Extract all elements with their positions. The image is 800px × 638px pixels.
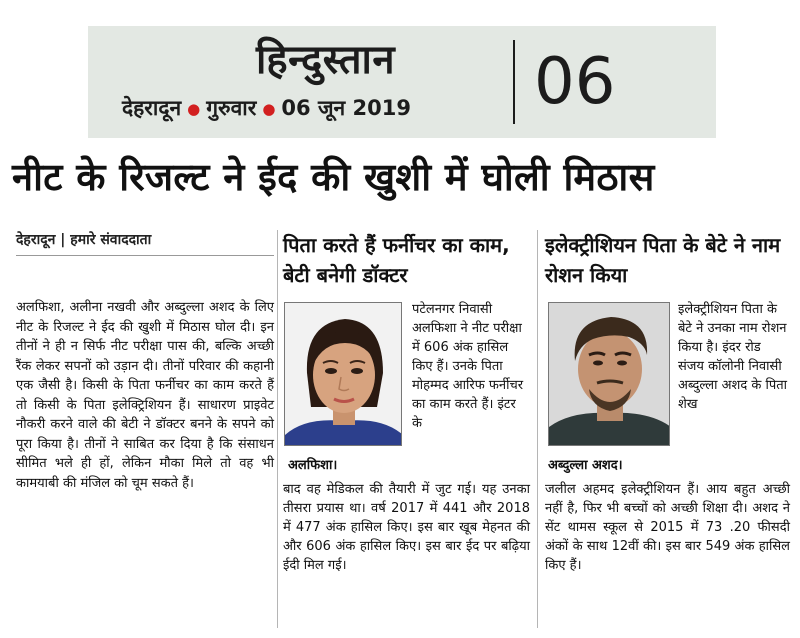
photo-caption: अब्दुल्ला अशद। — [548, 458, 623, 473]
story-column-alfisha — [283, 230, 530, 290]
date-label: 06 जून 2019 — [281, 96, 411, 120]
city-label: देहरादून — [122, 96, 182, 120]
separator-dot-icon: ● — [187, 100, 201, 118]
separator-dot-icon: ● — [262, 100, 276, 118]
byline: देहरादून | हमारे संवाददाता — [16, 230, 274, 256]
story-column-abdullah — [545, 230, 790, 290]
dateline — [122, 94, 411, 122]
masthead — [88, 26, 716, 138]
page-number: 06 — [534, 45, 616, 119]
column-divider — [277, 230, 278, 628]
story-subheading: पिता करते हैं फर्नीचर का काम, बेटी बनेगी डॉक्टर — [283, 233, 510, 287]
main-headline: नीट के रिजल्ट ने ईद की खुशी में घोली मिठास — [12, 155, 655, 199]
student-photo — [548, 302, 670, 446]
masthead-divider — [513, 40, 515, 124]
story-side-text: इलेक्ट्रीशियन पिता के बेटे ने उनका नाम रोशन किया है। इंदर रोड संजय कॉलोनी निवासी अब्दुल्ला अशद के पिता शेख — [678, 302, 788, 412]
story-body-text: बाद वह मेडिकल की तैयारी में जुट गई। यह उनका तीसरा प्रयास था। वर्ष 2017 में 441 और 2018 में 477 अंक हासिल किए। इस बार खूब मेहनत की और 606 अंक हासिल किए। इस बार ईद पर बढ़िया ईदी मिल गई। — [283, 482, 530, 573]
student-photo — [284, 302, 402, 446]
portrait-image — [549, 303, 670, 446]
lead-column — [16, 230, 274, 493]
lead-article-text: अलफिशा, अलीना नखवी और अब्दुल्ला अशद के लिए नीट के रिजल्ट ने ईद की खुशी में मिठास घोल दी। इन तीनों ने ही न सिर्फ नीट परीक्षा पास की, बल्कि अच्छी रैंक लेकर सपनों को उड़ान दी। तीनों परिवार की कहानी एक जैसी है। किसी के पिता फर्नीचर का काम करते हैं तो किसी के पिता इलेक्ट्रिशियन हैं। साधारण प्राइवेट नौकरी करने वाले की बेटी ने डॉक्टर बनने के सपने को पूरा किया है। तीनों ने साबित कर दिया है कि संसाधन सीमित भले ही हों, लेकिन मौका मिले तो वह भी कामयाबी की मंजिल को चूम सकते हैं। — [16, 300, 274, 491]
story-side-text: पटेलनगर निवासी अलफिशा ने नीट परीक्षा में 606 अंक हासिल किए हैं। उनके पिता मोहम्मद आरिफ फर्नीचर का काम करते हैं। इंटर के — [412, 302, 524, 431]
newspaper-title: हिन्दुस्तान — [256, 37, 396, 83]
story-subheading: इलेक्ट्रीशियन पिता के बेटे ने नाम रोशन किया — [545, 233, 781, 287]
portrait-image — [285, 303, 402, 446]
story-body-text: जलील अहमद इलेक्ट्रीशियन हैं। आय बहुत अच्छी नहीं है, फिर भी बच्चों को अच्छी शिक्षा दी। अशद ने सेंट थामस स्कूल से 2015 में 73 .20 फीसदी अंकों के साथ 12वीं की। इस बार 549 अंक हासिल किए हैं। — [545, 482, 790, 573]
day-label: गुरुवार — [206, 96, 257, 120]
photo-caption: अलफिशा। — [288, 458, 338, 473]
column-divider — [537, 230, 538, 628]
